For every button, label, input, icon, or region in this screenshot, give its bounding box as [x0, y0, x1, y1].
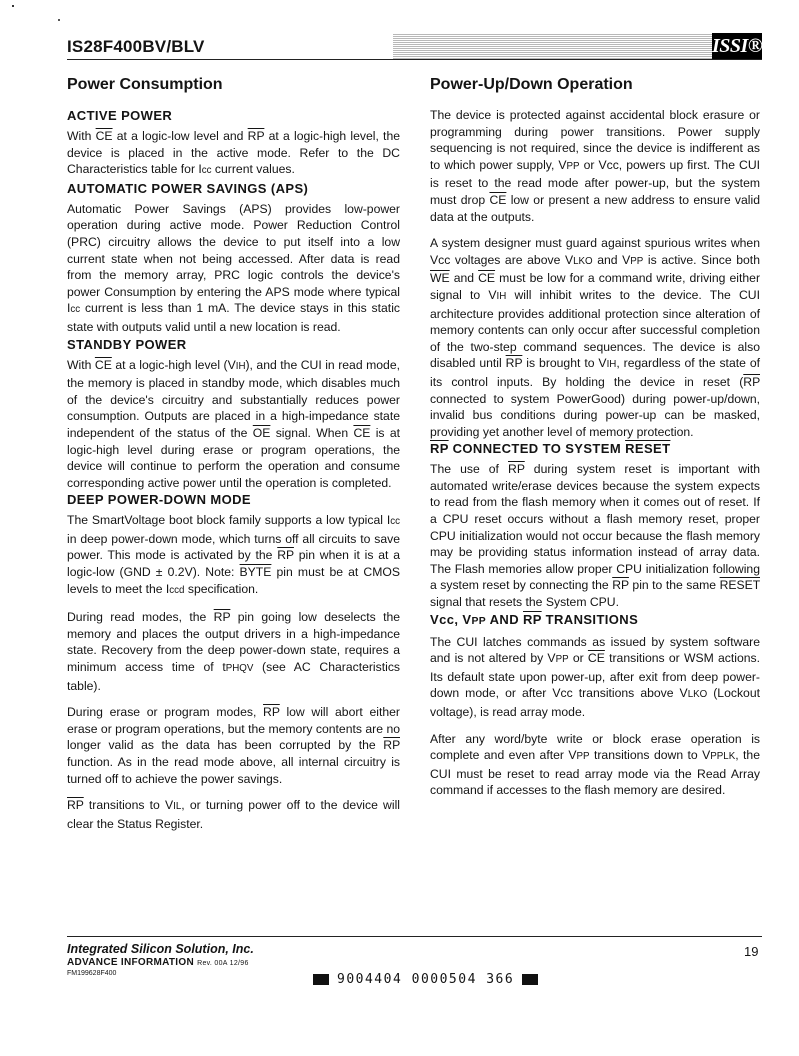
- header-divider: [67, 59, 762, 60]
- left-column: [67, 74, 400, 832]
- section-title-power-consumption: Power Consumption: [67, 76, 223, 93]
- paragraph-standby-power: With $\overline{CE}$ at a logic-high level (VIH), and the CUI in read mode, the memory is placed in standby mode, which disables much of the device's circuitry and substantially reduces power consumption. Outputs are placed in a high-impedance state independent of the status of the $\overline{OE}$ signal. When $\overline{CE}$ is at logic-high level during erase or program operations, the device will continue to perform the operation and consume corresponding active power until the operation is completed.: [67, 357, 400, 490]
- paragraph-power-up-1: The device is protected against accidental block erasure or programming during power transitions. Power supply sequencing is not required, since the device is indifferent as to which power supply, VPP or Vcc, powers up first. The CUI is reset to the read mode after power-up, but the system must drop $\overline{CE}$ low or present a new address to ensure valid data at the outputs.: [430, 108, 761, 224]
- paragraph-power-up-2: A system designer must guard against spurious writes when Vcc voltages are above VLKO and VPP is active. Since both $\overline{WE}$ and $\overline{CE}$ must be low for a command write, driving either signal to VIH will inhibit writes to the device. The CUI architecture provides additional protection since alteration of memory contents can only occur after successful completion of the two-step command sequences. The device is also disabled until $\overline{RP}$ is brought to VIH, regardless of the state of its control inputs. By holding the device in reset ($\overline{RP}$ connected to system PowerGood) during power-up/down, invalid bus conditions during power-up can be masked, providing yet another level of memory protection.: [430, 236, 760, 439]
- section-title-power-up-down: Power-Up/Down Operation: [430, 76, 633, 93]
- footer-divider: [67, 936, 762, 937]
- part-number-title: IS28F400BV/BLV: [67, 37, 205, 56]
- heading-aps: AUTOMATIC POWER SAVINGS (APS): [67, 180, 309, 196]
- paragraph-active-power: With $\overline{CE}$ at a logic-low level and $\overline{RP}$ at a logic-high level, the device is placed in the active mode. Refer to the DC Characteristics table for Icc current values.: [67, 129, 400, 177]
- barcode-block-icon: [313, 974, 329, 985]
- footer-document-code: FM199628F400: [67, 970, 117, 977]
- barcode-block-icon: [522, 974, 538, 985]
- barcode-line: [313, 972, 538, 987]
- scan-speck: [58, 19, 60, 21]
- barcode-text: 9004404 0000504 366: [337, 972, 515, 987]
- heading-vcc-vpp-rp-transitions: Vcc, VPP AND RP TRANSITIONS: [430, 611, 639, 627]
- paragraph-deep-power-down-4: $\overline{RP}$ transitions to VIL, or turning power off to the device will clear the Status Register.: [67, 798, 400, 831]
- paragraph-deep-power-down-2: During read modes, the $\overline{RP}$ pin going low deselects the memory and places the output drivers in a high-impedance state. Recovery from the deep power-down state, requires a minimum access time of tPHQV (see AC Characteristics table).: [67, 610, 401, 693]
- issi-logo: ISSI®: [712, 33, 762, 60]
- heading-rp-system-reset: RP CONNECTED TO SYSTEM RESET: [430, 441, 671, 457]
- heading-standby-power: STANDBY POWER: [67, 336, 187, 352]
- header-halftone-band: [393, 33, 712, 60]
- heading-deep-power-down: DEEP POWER-DOWN MODE: [67, 492, 251, 508]
- paragraph-deep-power-down-1: The SmartVoltage boot block family supports a low typical Icc in deep power-down mode, which turns off all circuits to save power. This mode is activated by the $\overline{RP}$ pin when it is at a logic-low (GND ± 0.2V). Note: BYTE pin must be at CMOS levels to meet the Iccd specification.: [67, 513, 400, 596]
- paragraph-rp-system-reset: The use of $\overline{RP}$ during system reset is important with automated write/erase devices because the system expects to read from the flash memory when it comes out of reset. If a CPU reset occurs without a flash memory reset, proper CPU initialization would not occur because the flash memory may be providing status information instead of array data. The Flash memories allow proper CPU initialization following a system reset by connecting the $\overline{RP}$ pin to the same RESET signal that resets the System CPU.: [430, 462, 760, 610]
- footer-advance-information: [67, 957, 249, 968]
- scan-speck: [12, 5, 14, 7]
- page-number: 19: [744, 944, 759, 959]
- footer-company-name: Integrated Silicon Solution, Inc.: [67, 942, 254, 956]
- advance-label: ADVANCE INFORMATION: [67, 957, 194, 968]
- heading-active-power: ACTIVE POWER: [67, 108, 173, 123]
- paragraph-deep-power-down-3: During erase or program modes, $\overline{RP}$ low will abort either erase or program operations, but the memory contents are no longer valid as the data has been corrupted by the $\overline{RP}$ function. As in the read mode above, all internal circuitry is turned off to achieve the power savings.: [67, 705, 400, 786]
- paragraph-aps: Automatic Power Savings (APS) provides low-power operation during active mode. Power Reduction Control (PRC) circuitry allows the device to put itself into a low current state when not being accessed. After data is read from the memory array, PRC logic controls the device's power Consumption by entering the APS mode where typical Icc current is less than 1 mA. The device stays in this static state with outputs valid until a new location is read.: [67, 201, 400, 334]
- paragraph-transitions-2: After any word/byte write or block erase operation is complete and even after VPP transitions down to VPPLK, the CUI must be reset to read array mode via the Read Array command if accesses to the flash memory are desired.: [430, 731, 760, 798]
- revision-label: Rev. 00A 12/96: [197, 960, 249, 967]
- right-column: [430, 74, 760, 799]
- paragraph-transitions-1: The CUI latches commands as issued by system software and is not altered by VPP or $\overline{CE}$ transitions or WSM actions. Its default state upon power-up, after exit from deep power-down mode, or after Vcc transitions above VLKO (Lockout voltage), is read array mode.: [430, 634, 761, 719]
